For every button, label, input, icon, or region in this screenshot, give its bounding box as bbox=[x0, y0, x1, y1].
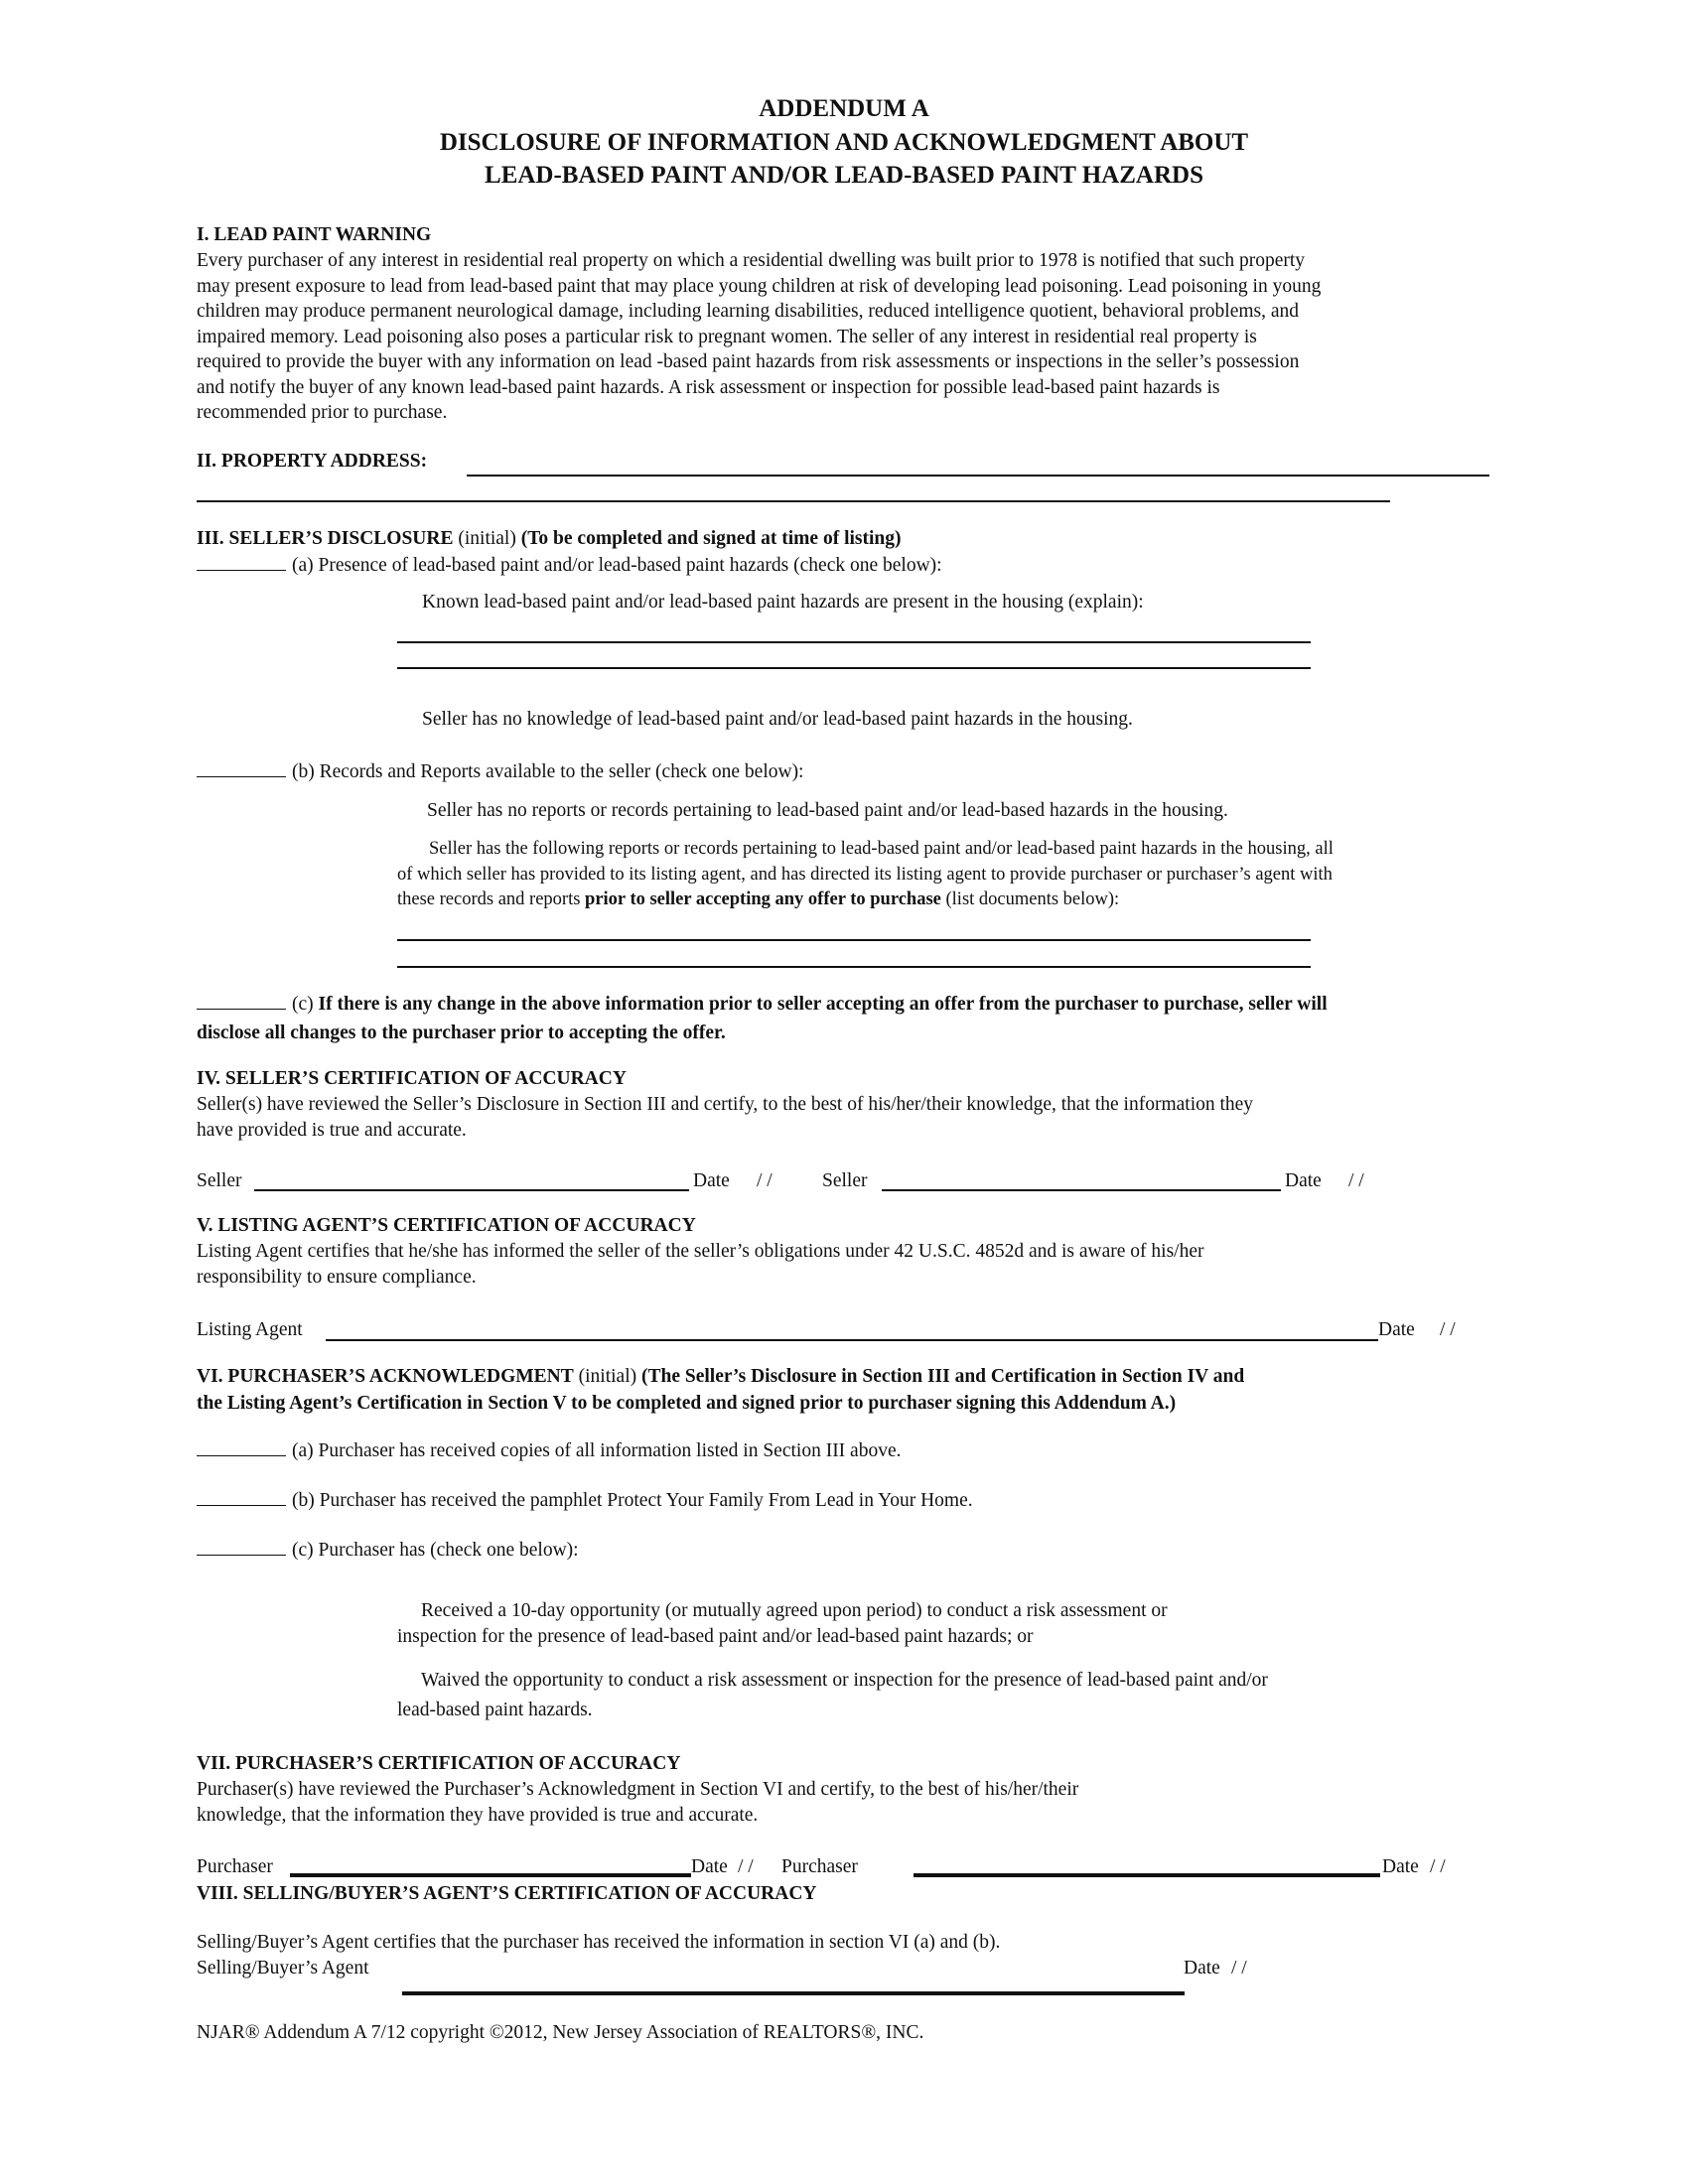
section-5-heading: V. LISTING AGENT’S CERTIFICATION OF ACCURACY bbox=[197, 1215, 696, 1236]
paragraph-line: required to provide the buyer with any information on lead -based paint hazards from risk assessments or inspections in the seller’s possession bbox=[197, 351, 1300, 372]
initial-blank-3c[interactable] bbox=[197, 991, 286, 1010]
paragraph-line: Seller has the following reports or records pertaining to lead-based paint and/or lead-based paint hazards in the housing, all bbox=[429, 839, 1334, 859]
documents-field-line-2[interactable] bbox=[397, 966, 1311, 968]
seller-1-label: Seller bbox=[197, 1170, 242, 1191]
section-6-note-line-2: the Listing Agent’s Certification in Section V to be completed and signed prior to purchaser signing this Addendum A.) bbox=[197, 1393, 1177, 1414]
section-8-text: Selling/Buyer’s Agent certifies that the purchaser has received the information in section VI (a) and (b). bbox=[197, 1932, 1001, 1953]
option-has-reports[interactable] bbox=[397, 837, 1334, 913]
section-6-heading-row bbox=[197, 1364, 1244, 1390]
lead-warning-paragraph bbox=[197, 248, 1507, 426]
listing-agent-label: Listing Agent bbox=[197, 1319, 303, 1340]
selling-agent-date-field[interactable]: / / bbox=[1231, 1958, 1247, 1979]
ack-c-label: (c) Purchaser has (check one below): bbox=[292, 1540, 579, 1561]
purchaser-2-label: Purchaser bbox=[781, 1856, 858, 1877]
paragraph-line: Every purchaser of any interest in residential real property on which a residential dwelling was built prior to 1978 is notified that such property bbox=[197, 250, 1306, 271]
ack-a-label: (a) Purchaser has received copies of all information listed in Section III above. bbox=[292, 1440, 902, 1461]
listing-agent-signature-line[interactable] bbox=[326, 1339, 1378, 1341]
section-8-heading: VIII. SELLING/BUYER’S AGENT’S CERTIFICATION OF ACCURACY bbox=[197, 1883, 817, 1904]
initial-blank-3a[interactable] bbox=[197, 552, 286, 571]
paragraph-line: inspection for the presence of lead-based paint and/or lead-based paint hazards; or bbox=[397, 1625, 1034, 1647]
seller-disclosure-c-row bbox=[197, 991, 1328, 1018]
option-received-opportunity[interactable] bbox=[397, 1598, 1168, 1649]
section-7-text-line-2: knowledge, that the information they have provided is true and accurate. bbox=[197, 1805, 759, 1826]
initial-label: (initial) bbox=[458, 528, 516, 549]
initial-blank-6b[interactable] bbox=[197, 1487, 286, 1506]
section-6-note: (The Seller’s Disclosure in Section III and Certification in Section IV and bbox=[640, 1366, 1245, 1387]
purchaser-2-date-field[interactable]: / / bbox=[1430, 1856, 1446, 1877]
paragraph-line bbox=[397, 887, 1334, 913]
listing-agent-date-field[interactable]: / / bbox=[1440, 1319, 1456, 1340]
disclosure-b-label: (b) Records and Reports available to the seller (check one below): bbox=[292, 761, 804, 782]
selling-agent-date-label: Date bbox=[1184, 1958, 1220, 1979]
title-line-1: ADDENDUM A bbox=[759, 95, 929, 122]
property-address-field-line-1[interactable] bbox=[467, 475, 1489, 477]
seller-1-signature-line[interactable] bbox=[254, 1189, 689, 1191]
explain-field-line-1[interactable] bbox=[397, 641, 1311, 643]
seller-2-signature-line[interactable] bbox=[882, 1189, 1281, 1191]
paragraph-line: Received a 10-day opportunity (or mutually agreed upon period) to conduct a risk assessment or bbox=[421, 1600, 1168, 1621]
section-7-heading: VII. PURCHASER’S CERTIFICATION OF ACCURACY bbox=[197, 1753, 681, 1774]
title-line-2: DISCLOSURE OF INFORMATION AND ACKNOWLEDGMENT ABOUT bbox=[439, 129, 1249, 156]
paragraph-line: may present exposure to lead from lead-based paint that may place young children at risk of developing lead poisoning. Lead poisoning in young bbox=[197, 275, 1322, 297]
section-2-heading: II. PROPERTY ADDRESS: bbox=[197, 451, 428, 472]
section-3-note: (To be completed and signed at time of listing) bbox=[520, 528, 902, 549]
section-4-text-line-2: have provided is true and accurate. bbox=[197, 1120, 467, 1141]
purchaser-1-signature-line[interactable] bbox=[290, 1873, 691, 1877]
paragraph-line: impaired memory. Lead poisoning also poses a particular risk to pregnant women. The seller of any interest in residential real property is bbox=[197, 326, 1257, 347]
section-1-heading: I. LEAD PAINT WARNING bbox=[197, 224, 432, 245]
seller-1-date-label: Date bbox=[693, 1170, 730, 1191]
purchaser-1-label: Purchaser bbox=[197, 1856, 273, 1877]
purchaser-2-date-label: Date bbox=[1382, 1856, 1419, 1877]
option-no-reports[interactable]: Seller has no reports or records pertaining to lead-based paint and/or lead-based hazards in the housing. bbox=[427, 800, 1228, 821]
seller-disclosure-b-row bbox=[197, 758, 803, 785]
paragraph-line: Waived the opportunity to conduct a risk assessment or inspection for the presence of lead-based paint and/or bbox=[421, 1670, 1268, 1691]
option-waived-opportunity[interactable] bbox=[397, 1668, 1268, 1722]
text-segment: (list documents below): bbox=[945, 889, 1120, 909]
purchaser-2-signature-line[interactable] bbox=[914, 1873, 1380, 1877]
section-5-text-line-2: responsibility to ensure compliance. bbox=[197, 1267, 477, 1288]
listing-agent-date-label: Date bbox=[1378, 1319, 1415, 1340]
paragraph-line: recommended prior to purchase. bbox=[197, 402, 448, 423]
purchaser-ack-b-row bbox=[197, 1487, 973, 1514]
seller-2-date-field[interactable]: / / bbox=[1348, 1170, 1364, 1191]
disclosure-c-prefix: (c) bbox=[292, 994, 314, 1015]
purchaser-ack-a-row bbox=[197, 1437, 902, 1464]
paragraph-line: children may produce permanent neurological damage, including learning disabilities, reduced intelligence quotient, behavioral problems, and bbox=[197, 301, 1300, 322]
seller-disclosure-a-row bbox=[197, 552, 942, 579]
purchaser-ack-c-row bbox=[197, 1537, 579, 1564]
seller-2-date-label: Date bbox=[1285, 1170, 1322, 1191]
purchaser-1-date-label: Date bbox=[691, 1856, 728, 1877]
text-segment-bold: prior to seller accepting any offer to purchase bbox=[585, 889, 941, 909]
paragraph-line: and notify the buyer of any known lead-based paint hazards. A risk assessment or inspection for possible lead-based paint hazards is bbox=[197, 376, 1220, 398]
section-6-heading: VI. PURCHASER’S ACKNOWLEDGMENT bbox=[197, 1366, 574, 1387]
paragraph-line: of which seller has provided to its listing agent, and has directed its listing agent to provide purchaser or purchaser’s agent with bbox=[397, 864, 1333, 885]
option-known-lead-paint[interactable]: Known lead-based paint and/or lead-based paint hazards are present in the housing (explain): bbox=[422, 592, 1144, 613]
paragraph-line: lead-based paint hazards. bbox=[397, 1699, 593, 1720]
selling-agent-label: Selling/Buyer’s Agent bbox=[197, 1958, 369, 1979]
footer-copyright: NJAR® Addendum A 7/12 copyright ©2012, New Jersey Association of REALTORS®, INC. bbox=[197, 2022, 924, 2043]
option-no-knowledge[interactable]: Seller has no knowledge of lead-based paint and/or lead-based paint hazards in the housing. bbox=[422, 709, 1133, 730]
purchaser-1-date-field[interactable]: / / bbox=[738, 1856, 754, 1877]
section-3-heading: III. SELLER’S DISCLOSURE bbox=[197, 528, 454, 549]
initial-blank-6a[interactable] bbox=[197, 1437, 286, 1456]
initial-label: (initial) bbox=[578, 1366, 637, 1387]
initial-blank-6c[interactable] bbox=[197, 1537, 286, 1556]
section-7-text-line-1: Purchaser(s) have reviewed the Purchaser’s Acknowledgment in Section VI and certify, to the best of his/her/their bbox=[197, 1779, 1079, 1800]
seller-1-date-field[interactable]: / / bbox=[757, 1170, 773, 1191]
ack-b-label: (b) Purchaser has received the pamphlet Protect Your Family From Lead in Your Home. bbox=[292, 1490, 973, 1511]
explain-field-line-2[interactable] bbox=[397, 667, 1311, 669]
selling-agent-signature-line[interactable] bbox=[402, 1991, 1185, 1995]
disclosure-c-text: If there is any change in the above information prior to seller accepting an offer from the purchaser to purchase, seller will bbox=[318, 994, 1328, 1015]
section-4-heading: IV. SELLER’S CERTIFICATION OF ACCURACY bbox=[197, 1068, 627, 1089]
section-4-text-line-1: Seller(s) have reviewed the Seller’s Disclosure in Section III and certify, to the best of his/her/their knowledge, that the information they bbox=[197, 1094, 1254, 1115]
initial-blank-3b[interactable] bbox=[197, 758, 286, 777]
text-segment: these records and reports bbox=[397, 889, 581, 909]
documents-field-line-1[interactable] bbox=[397, 939, 1311, 941]
disclosure-a-label: (a) Presence of lead-based paint and/or lead-based paint hazards (check one below): bbox=[292, 555, 942, 576]
section-3-heading-row bbox=[197, 526, 902, 552]
title-line-3: LEAD-BASED PAINT AND/OR LEAD-BASED PAINT HAZARDS bbox=[485, 162, 1203, 189]
seller-2-label: Seller bbox=[822, 1170, 868, 1191]
section-5-text-line-1: Listing Agent certifies that he/she has informed the seller of the seller’s obligations under 42 U.S.C. 4852d and is aware of his/her bbox=[197, 1241, 1204, 1262]
disclosure-c-text-line-2: disclose all changes to the purchaser prior to accepting the offer. bbox=[197, 1023, 726, 1043]
property-address-field-line-2[interactable] bbox=[197, 500, 1390, 502]
